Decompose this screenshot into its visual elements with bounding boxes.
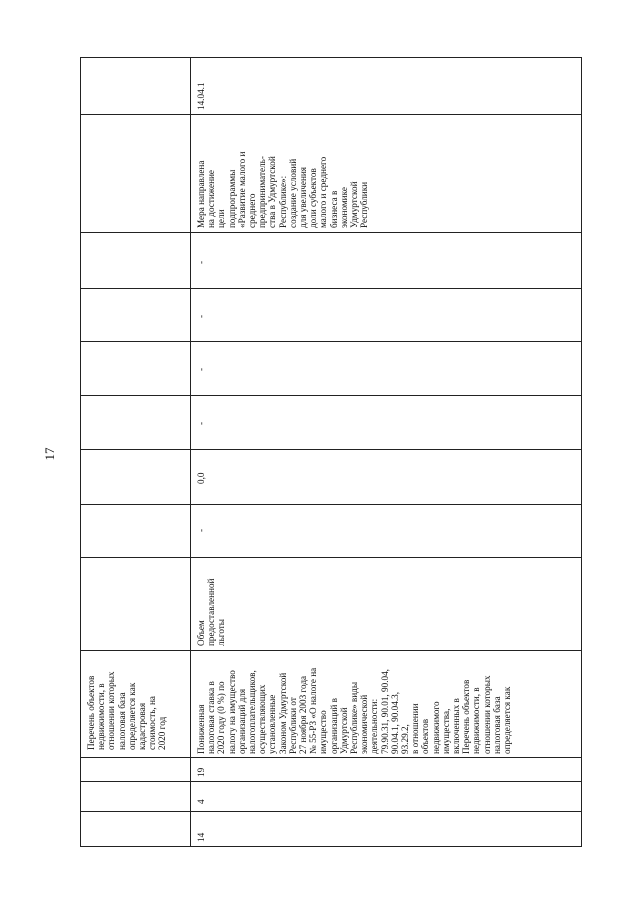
table-row-divider (80, 811, 582, 812)
table-row-divider (80, 781, 582, 782)
table-cell-code: 14.04.1 (196, 82, 206, 110)
table-row-divider (80, 288, 582, 289)
table-cell-dash: - (196, 367, 206, 371)
table-row-divider (80, 341, 582, 342)
page-number: 17 (42, 447, 57, 461)
table-row-divider (80, 449, 582, 450)
table-row-divider (80, 557, 582, 558)
table-cell-number-14: 14 (196, 832, 206, 842)
table-cell-dash: - (196, 528, 206, 532)
table-cell-value: 0,0 (196, 472, 206, 484)
table-cell-dash: - (196, 314, 206, 318)
table-row-divider (80, 504, 582, 505)
table-row-divider (80, 114, 582, 115)
table-cell-property-list-header: Перечень объектов недвижимости, в отношении которых налоговая база определяется как кадастровая стоимость, на 2020 год (86, 671, 168, 750)
table-cell-description: Пониженная налоговая ставка в 2020 году (0 %) по налогу на имущество организаций для налогоплательщиков, осуществляющих установленные Законом Удмуртской Республики от 27 ноября 2003 года № 55-РЗ «О налоге на имущество организаций в Удмуртской Республике» виды экономической деятельности: 79.90.31, 90.01, 90.04, 90.04.1, 90.04.3, 93.29.2, в отношении объектов недвижимого имущества, включенных в Перечень объектов недвижимости, в отношении которых налоговая база определяется как (196, 667, 513, 754)
table-cell-dash: - (196, 260, 206, 264)
table-cell-number-19: 19 (196, 767, 206, 777)
table-cell-goal: Мера направлена на достижение цели подпрограммы «Развитие малого и среднего предприниматель- ства в Удмуртской Республике»: создание условий для увеличения доли субъектов малого и среднего бизнеса в экономике Удмуртской Республики (196, 151, 370, 228)
table-cell-dash: - (196, 421, 206, 425)
table-cell-indicator: Объем предоставленной льготы (196, 578, 227, 646)
table-cell-number-4: 4 (196, 799, 206, 804)
table-row-divider (80, 232, 582, 233)
table-row-divider (80, 757, 582, 758)
table-row-divider (80, 395, 582, 396)
table-column-divider (190, 57, 191, 847)
